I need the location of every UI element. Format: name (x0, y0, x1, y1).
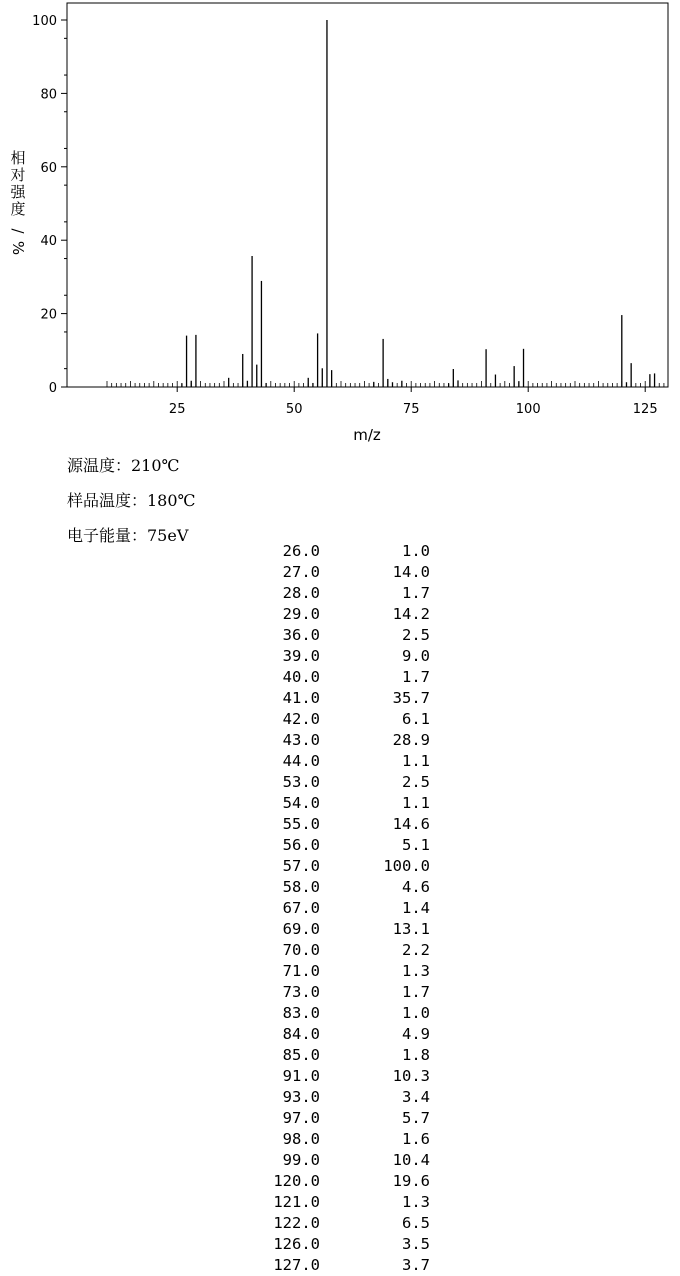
peak-table-row (0, 835, 680, 856)
peak-mz: 58.0 (282, 878, 320, 896)
peak-abundance: 1.1 (402, 794, 430, 812)
peak-mz: 122.0 (273, 1214, 320, 1232)
x-tick-label: 25 (168, 402, 186, 417)
electron-energy: 电子能量：75eV (67, 526, 189, 545)
peak-abundance: 1.7 (402, 584, 430, 602)
peak-mz: 91.0 (282, 1067, 320, 1085)
peak-table-row (0, 1192, 680, 1213)
peak-table-row (0, 919, 680, 940)
y-tick-label: 100 (32, 14, 57, 29)
peak-abundance: 1.0 (402, 542, 430, 560)
peak-mz: 71.0 (282, 962, 320, 980)
peak-mz: 98.0 (282, 1130, 320, 1148)
peak-abundance: 35.7 (392, 689, 430, 707)
peak-table-row (0, 562, 680, 583)
peak-mz: 121.0 (273, 1193, 320, 1211)
sample-temperature: 样品温度：180℃ (67, 491, 196, 510)
peak-abundance: 4.6 (402, 878, 430, 896)
peak-abundance: 28.9 (392, 731, 430, 749)
peak-abundance: 1.8 (402, 1046, 430, 1064)
peak-table-row (0, 961, 680, 982)
peak-mz: 126.0 (273, 1235, 320, 1253)
peak-mz: 84.0 (282, 1025, 320, 1043)
peak-abundance: 6.5 (402, 1214, 430, 1232)
peak-mz: 83.0 (282, 1004, 320, 1022)
mass-spectrum-chart (0, 0, 680, 450)
peak-mz: 29.0 (282, 605, 320, 623)
peak-mz: 57.0 (282, 857, 320, 875)
peak-abundance: 2.5 (402, 773, 430, 791)
plot-frame (67, 3, 668, 387)
x-tick-label: 75 (402, 402, 420, 417)
peak-table-row (0, 625, 680, 646)
peak-abundance: 3.4 (402, 1088, 430, 1106)
peak-abundance: 1.3 (402, 962, 430, 980)
peak-abundance: 1.0 (402, 1004, 430, 1022)
peak-abundance: 1.1 (402, 752, 430, 770)
peak-table-row (0, 1003, 680, 1024)
peak-mz: 28.0 (282, 584, 320, 602)
peak-table-row (0, 772, 680, 793)
peak-mz: 67.0 (282, 899, 320, 917)
peak-mz: 93.0 (282, 1088, 320, 1106)
peak-mz: 43.0 (282, 731, 320, 749)
peak-abundance: 2.2 (402, 941, 430, 959)
peak-mz: 39.0 (282, 647, 320, 665)
peak-abundance: 13.1 (392, 920, 430, 938)
y-tick-label: 0 (48, 381, 57, 396)
peak-mz: 41.0 (282, 689, 320, 707)
peak-table-row (0, 1087, 680, 1108)
peak-table-row (0, 688, 680, 709)
peak-abundance: 1.7 (402, 668, 430, 686)
peak-table-row (0, 730, 680, 751)
peak-abundance: 14.6 (392, 815, 430, 833)
y-label-char: 强 (10, 183, 26, 201)
x-tick-label: 125 (632, 402, 658, 417)
y-axis-ticks (32, 14, 67, 396)
peak-mz: 120.0 (273, 1172, 320, 1190)
y-tick-label: 60 (40, 160, 57, 176)
peak-mz: 53.0 (282, 773, 320, 791)
peak-table-row (0, 1171, 680, 1192)
peak-mz: 36.0 (282, 626, 320, 644)
y-tick-label: 80 (40, 87, 57, 103)
peak-abundance: 2.5 (402, 626, 430, 644)
x-tick-label: 100 (515, 402, 541, 417)
peak-table-row (0, 898, 680, 919)
peak-mz: 99.0 (282, 1151, 320, 1169)
peak-abundance: 3.7 (402, 1256, 430, 1274)
peak-table-row (0, 1255, 680, 1276)
peak-abundance: 1.6 (402, 1130, 430, 1148)
peak-table-row (0, 940, 680, 961)
peak-table-row (0, 1108, 680, 1129)
peak-mz: 54.0 (282, 794, 320, 812)
y-label-char: 对 (10, 166, 26, 184)
peak-table-row (0, 541, 680, 562)
peak-abundance: 1.3 (402, 1193, 430, 1211)
x-tick-label: 50 (285, 402, 303, 417)
peak-mz: 85.0 (282, 1046, 320, 1064)
peak-abundance: 1.7 (402, 983, 430, 1001)
peak-mz: 42.0 (282, 710, 320, 728)
y-label-char: 度 (10, 200, 26, 218)
peak-abundance: 3.5 (402, 1235, 430, 1253)
y-label-char: 相 (10, 149, 26, 167)
peak-table-row (0, 667, 680, 688)
y-tick-label: 20 (40, 307, 57, 323)
peak-mz: 70.0 (282, 941, 320, 959)
y-label-char: % (9, 240, 27, 256)
peak-table-row (0, 604, 680, 625)
peak-table-row (0, 1045, 680, 1066)
peak-table-row (0, 1024, 680, 1045)
peak-mz: 55.0 (282, 815, 320, 833)
peak-table-row (0, 793, 680, 814)
peak-abundance: 10.4 (392, 1151, 430, 1169)
peak-abundance: 14.2 (392, 605, 430, 623)
peak-abundance: 9.0 (402, 647, 430, 665)
peak-abundance: 14.0 (392, 563, 430, 581)
source-temperature: 源温度：210℃ (67, 456, 180, 475)
peak-table-row (0, 1066, 680, 1087)
y-label-char: / (9, 228, 27, 234)
peak-table-row (0, 982, 680, 1003)
peak-abundance: 5.1 (402, 836, 430, 854)
x-axis-label: m/z (353, 426, 381, 444)
y-axis-label (9, 149, 27, 255)
peak-abundance: 4.9 (402, 1025, 430, 1043)
x-axis-ticks (169, 387, 658, 417)
peak-table-row (0, 1234, 680, 1255)
peak-mz: 44.0 (282, 752, 320, 770)
peak-table-row (0, 1150, 680, 1171)
peak-mz: 69.0 (282, 920, 320, 938)
peak-mz: 56.0 (282, 836, 320, 854)
peak-abundance: 1.4 (402, 899, 430, 917)
peak-table-row (0, 751, 680, 772)
peak-abundance: 19.6 (392, 1172, 430, 1190)
y-tick-label: 40 (40, 234, 57, 250)
peak-abundance: 10.3 (392, 1067, 430, 1085)
peak-mz: 73.0 (282, 983, 320, 1001)
peak-abundance: 100.0 (383, 857, 430, 875)
peak-mz: 40.0 (282, 668, 320, 686)
peak-mz: 26.0 (282, 542, 320, 560)
peak-mz: 127.0 (273, 1256, 320, 1274)
peak-table-row (0, 877, 680, 898)
x-minor-ticks (107, 381, 664, 387)
peak-table (0, 541, 680, 1276)
peak-table-row (0, 709, 680, 730)
peak-mz: 27.0 (282, 563, 320, 581)
peak-table-row (0, 1213, 680, 1234)
peak-table-row (0, 583, 680, 604)
peak-table-row (0, 1129, 680, 1150)
spectrum-peaks (182, 20, 655, 387)
peak-mz: 97.0 (282, 1109, 320, 1127)
peak-abundance: 5.7 (402, 1109, 430, 1127)
peak-table-row (0, 646, 680, 667)
peak-abundance: 6.1 (402, 710, 430, 728)
peak-table-row (0, 814, 680, 835)
peak-table-row (0, 856, 680, 877)
